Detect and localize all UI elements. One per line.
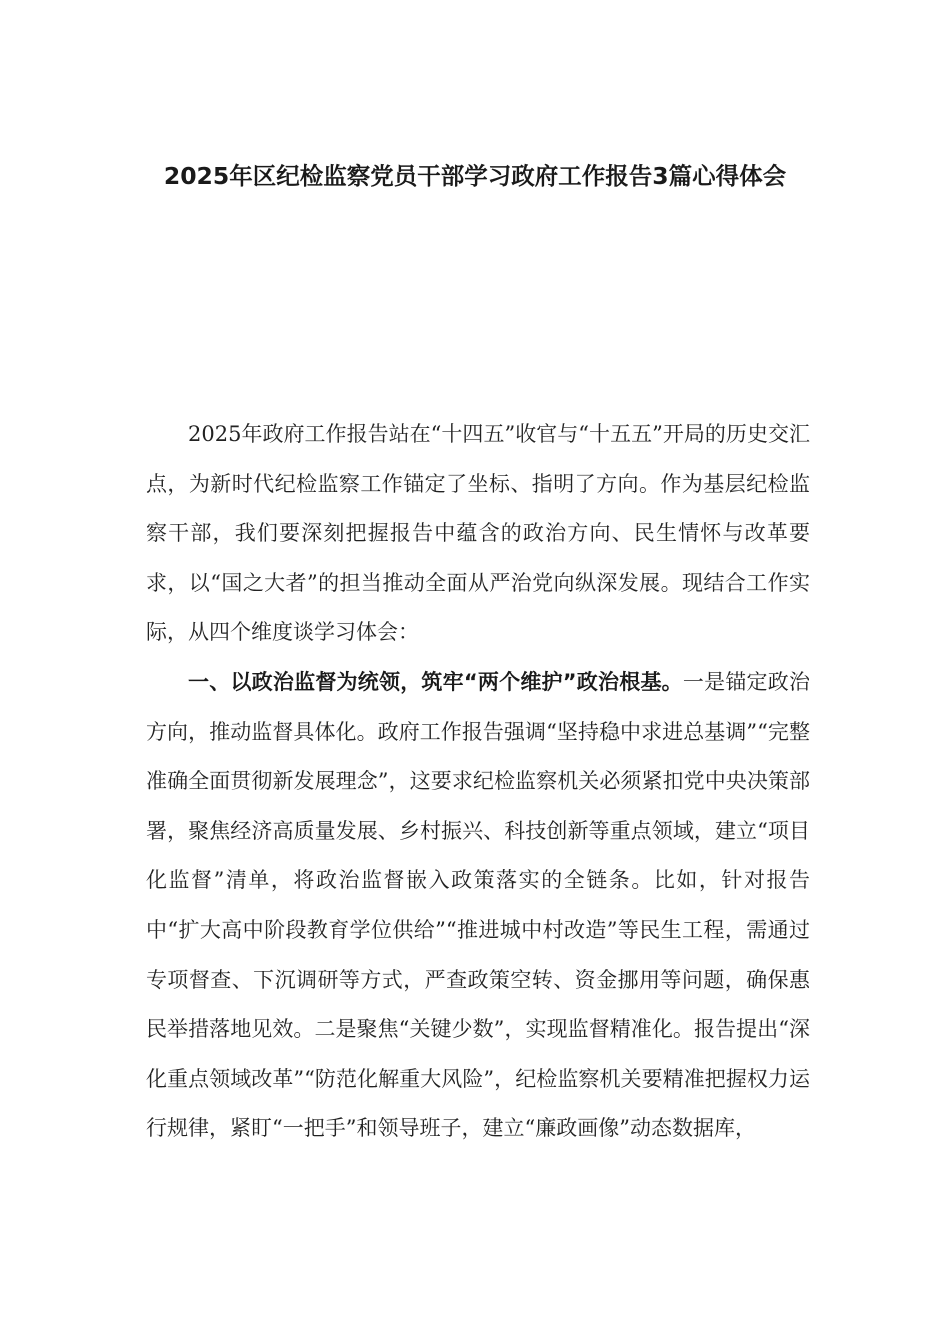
document-title: 2025年区纪检监察党员干部学习政府工作报告3篇心得体会	[163, 162, 787, 190]
section-1-text: 一是锚定政治方向，推动监督具体化。政府工作报告强调“坚持稳中求进总基调”“完整准确全面贯彻新发展理念”，这要求纪检监察机关必须紧扣党中央决策部署，聚焦经济高质量发展、乡村振兴、科技创新等重点领域，建立“项目化监督”清单，将政治监督嵌入政策落实的全链条。比如，针对报告中“扩大高中阶段教育学位供给”“推进城中村改造”等民生工程，需通过专项督查、下沉调研等方式，严查政策空转、资金挪用等问题，确保惠民举措落地见效。二是聚焦“关键少数”，实现监督精准化。报告提出“深化重点领域改革”“防范化解重大风险”，纪检监察机关要精准把握权力运行规律，紧盯“一把手”和领导班子，建立“廉政画像”动态数据库，	[146, 669, 810, 1141]
section-1-heading: 一、以政治监督为统领，筑牢“两个维护”政治根基。	[188, 669, 683, 694]
section-1-paragraph	[146, 658, 810, 1154]
document-body	[146, 410, 810, 1154]
intro-paragraph: 2025年政府工作报告站在“十四五”收官与“十五五”开局的历史交汇点，为新时代纪检监察工作锚定了坐标、指明了方向。作为基层纪检监察干部，我们要深刻把握报告中蕴含的政治方向、民生情怀与改革要求，以“国之大者”的担当推动全面从严治党向纵深发展。现结合工作实际，从四个维度谈学习体会：	[146, 422, 810, 645]
